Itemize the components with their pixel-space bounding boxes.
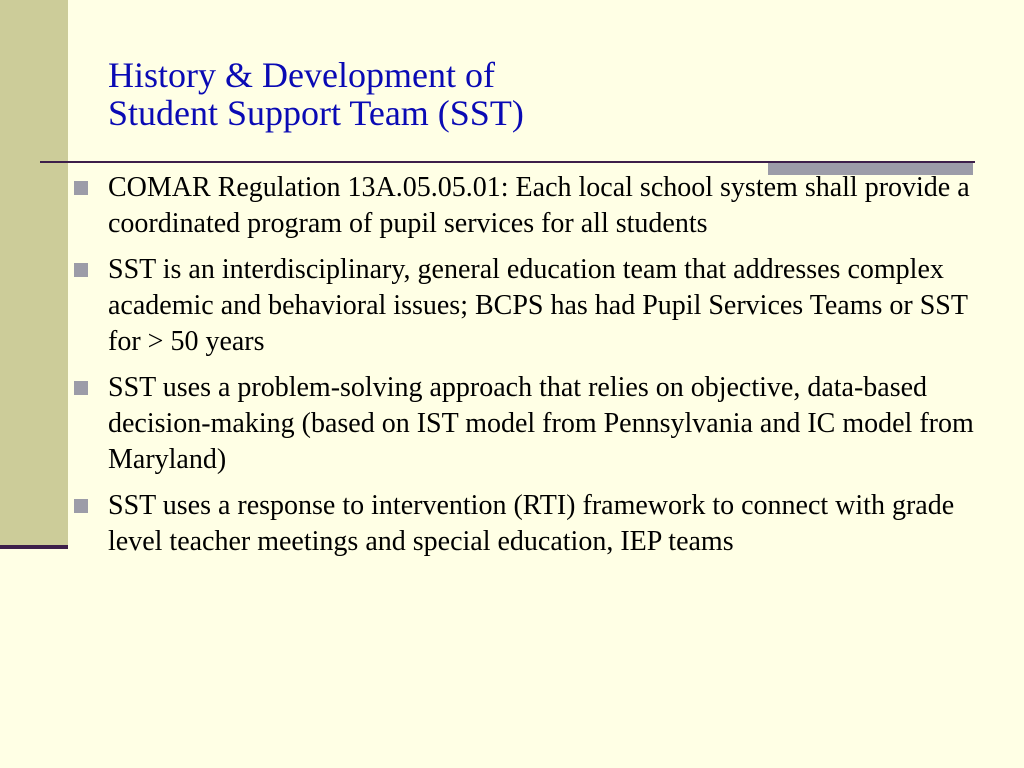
- sidebar-divider-line: [0, 545, 68, 549]
- bullet-item: [74, 252, 974, 360]
- slide-title: [108, 56, 524, 132]
- square-bullet-icon: [74, 381, 88, 395]
- bullet-item: [74, 488, 974, 560]
- bullet-text: SST uses a response to intervention (RTI) framework to connect with grade level teacher meetings and special education, IEP teams: [108, 490, 955, 557]
- square-bullet-icon: [74, 263, 88, 277]
- square-bullet-icon: [74, 181, 88, 195]
- bullet-text: SST uses a problem-solving approach that relies on objective, data-based decision-making (based on IST model from Pennsylvania and IC model from Maryland): [108, 372, 974, 475]
- slide-title-line-1: History & Development of: [108, 55, 495, 95]
- bullet-item: [74, 370, 974, 478]
- bullet-text: SST is an interdisciplinary, general education team that addresses complex academic and behavioral issues; BCPS has had Pupil Services Teams or SST for > 50 years: [108, 254, 968, 357]
- bullet-item: [74, 170, 974, 242]
- left-sidebar-band: [0, 0, 68, 548]
- slide-title-line-2: Student Support Team (SST): [108, 93, 524, 133]
- square-bullet-icon: [74, 499, 88, 513]
- bullet-text: COMAR Regulation 13A.05.05.01: Each local school system shall provide a coordinated program of pupil services for all students: [108, 172, 970, 239]
- bullet-list: [74, 170, 974, 570]
